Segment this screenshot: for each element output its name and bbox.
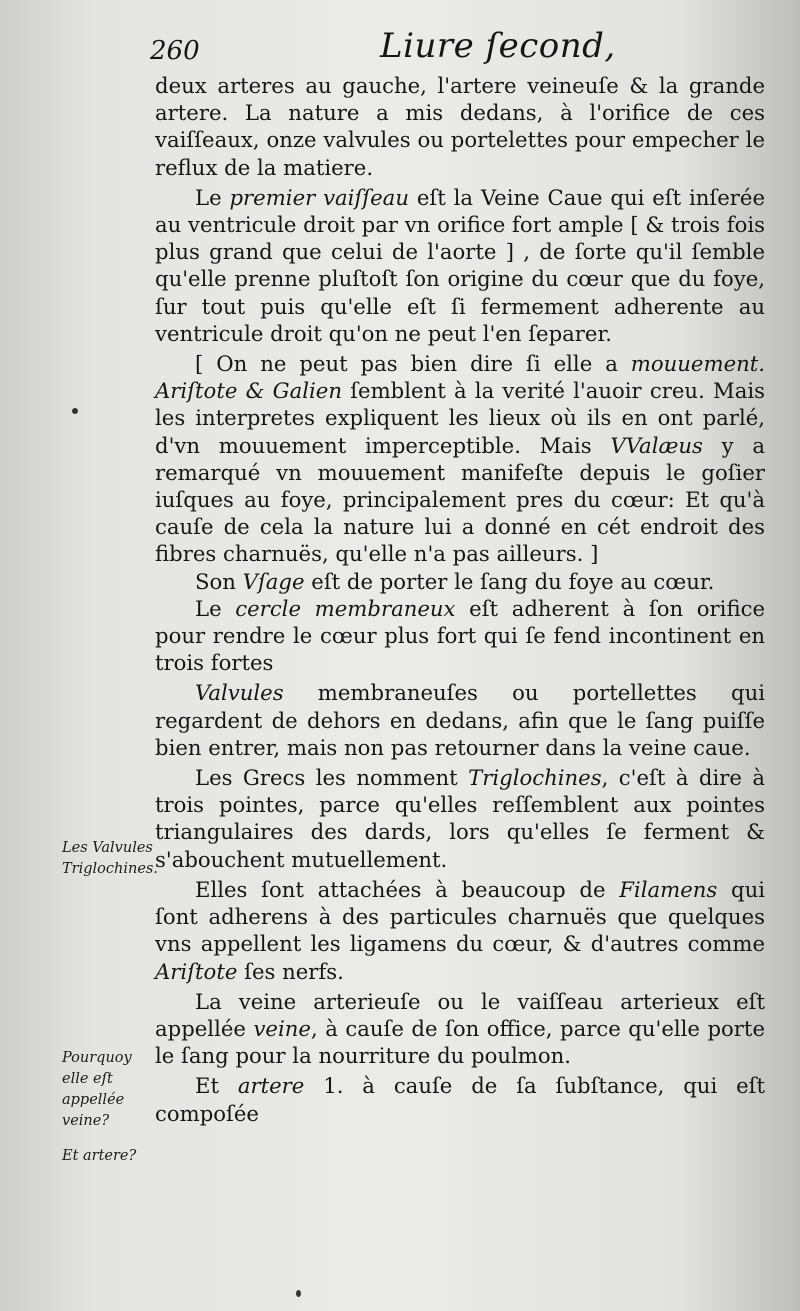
text-run: eſt la Veine Caue qui eſt inſerée au ventricule droit par vn orifice fort ample [ & trois fois plus grand que celui de l'aorte ] , de ſorte qu'il ſemble qu'elle prenne pluſtoſt ſon origine du cœur que du foye, ſur tout puis qu'elle eſt ſi fermement adherente au ventricule droit qu'on ne peut l'en ſeparer. bbox=[155, 184, 765, 346]
body-text bbox=[155, 72, 765, 1127]
italic-term: artere bbox=[237, 1073, 305, 1099]
margin-note-veine: Pourquoy elle eſt appellée veine? bbox=[62, 1050, 132, 1129]
text-run: Le bbox=[195, 184, 230, 210]
text-run: ſemblent à la verité l'auoir creu. Mais les interpretes expliquent les lieux où ils en ont parlé, d'vn mouuement imperceptible. Mais bbox=[155, 378, 765, 458]
paragraph-9 bbox=[155, 988, 765, 1070]
italic-term: mouuement. Ariſtote & Galien bbox=[155, 351, 765, 404]
text-run: La veine arterieuſe ou le vaiſſeau arterieux eſt appellée bbox=[155, 988, 765, 1041]
text-run: [ On ne peut pas bien dire ſi elle a bbox=[195, 351, 631, 377]
margin-note-valvules: Les Valvules Triglochines. bbox=[62, 840, 158, 877]
ink-speck bbox=[72, 408, 78, 414]
italic-term: cercle membraneux bbox=[235, 595, 456, 621]
text-run: eſt de porter le ſang du foye au cœur. bbox=[304, 568, 715, 594]
paragraph-5 bbox=[155, 595, 765, 677]
text-run: 1. à cauſe de ſa ſubſtance, qui eſt compoſée bbox=[155, 1073, 765, 1126]
italic-term: Filamens bbox=[619, 876, 718, 902]
paragraph-2 bbox=[155, 184, 765, 347]
paragraph-8 bbox=[155, 876, 765, 985]
paragraph-1 bbox=[155, 72, 765, 181]
page-header bbox=[150, 22, 770, 66]
italic-term: veine bbox=[253, 1015, 311, 1041]
ink-speck bbox=[296, 1290, 301, 1297]
text-run: Le bbox=[195, 595, 236, 621]
italic-term: Valvules bbox=[195, 680, 284, 706]
running-title: Liure ſecond, bbox=[380, 26, 616, 66]
text-run: , c'eſt à dire à trois pointes, parce qu'elles reſſemblent aux pointes triangulaires des dards, lors qu'elles ſe ferment & s'abouchent mutuellement. bbox=[155, 765, 765, 872]
text-run: membraneuſes ou portellettes qui regardent de dehors en dedans, afin que le ſang puiſſe bien entrer, mais non pas retourner dans la veine caue. bbox=[155, 680, 765, 760]
text-run: qui ſont adherens à des particules charnuës que quelques vns appellent les ligamens du cœur, & d'autres comme bbox=[155, 876, 765, 957]
italic-term: Triglochines bbox=[468, 765, 602, 791]
text-run: ſes nerfs. bbox=[237, 958, 344, 984]
italic-term: VValæus bbox=[610, 432, 703, 458]
text-run: Les Grecs les nomment bbox=[195, 765, 469, 791]
paragraph-text: deux arteres au gauche, l'artere veineuſe & la grande artere. La nature a mis dedans, à l'orifice de ces vaiſſeaux, onze valvules ou portelettes pour empecher le reflux de la matiere. bbox=[155, 73, 765, 180]
text-run: Et bbox=[195, 1073, 238, 1099]
paragraph-4 bbox=[155, 568, 765, 595]
margin-note-artere: Et artere? bbox=[62, 1148, 137, 1164]
italic-term: Vſage bbox=[242, 568, 305, 594]
page-number: 260 bbox=[150, 36, 200, 66]
paragraph-7 bbox=[155, 764, 765, 873]
text-run: Son bbox=[195, 568, 243, 594]
text-run: eſt adherent à ſon orifice pour rendre le cœur plus fort qui ſe fend incontinent en trois fortes bbox=[155, 595, 765, 676]
paragraph-6 bbox=[155, 679, 765, 761]
italic-term: Ariſtote bbox=[155, 958, 238, 984]
italic-term: premier vaiſſeau bbox=[229, 184, 409, 210]
paragraph-10 bbox=[155, 1072, 765, 1126]
text-run: y a remarqué vn mouuement manifeſte depuis le goſier iuſques au foye, principalement pres du cœur: Et qu'à cauſe de cela la nature lui a donné en cét endroit des fibres charnuës, qu'elle n'a pas ailleurs. ] bbox=[155, 432, 765, 567]
paragraph-3 bbox=[155, 350, 765, 568]
text-run: , à cauſe de ſon office, parce qu'elle porte le ſang pour la nourriture du poulmon. bbox=[155, 1015, 765, 1069]
text-run: Elles ſont attachées à beaucoup de bbox=[195, 876, 620, 902]
